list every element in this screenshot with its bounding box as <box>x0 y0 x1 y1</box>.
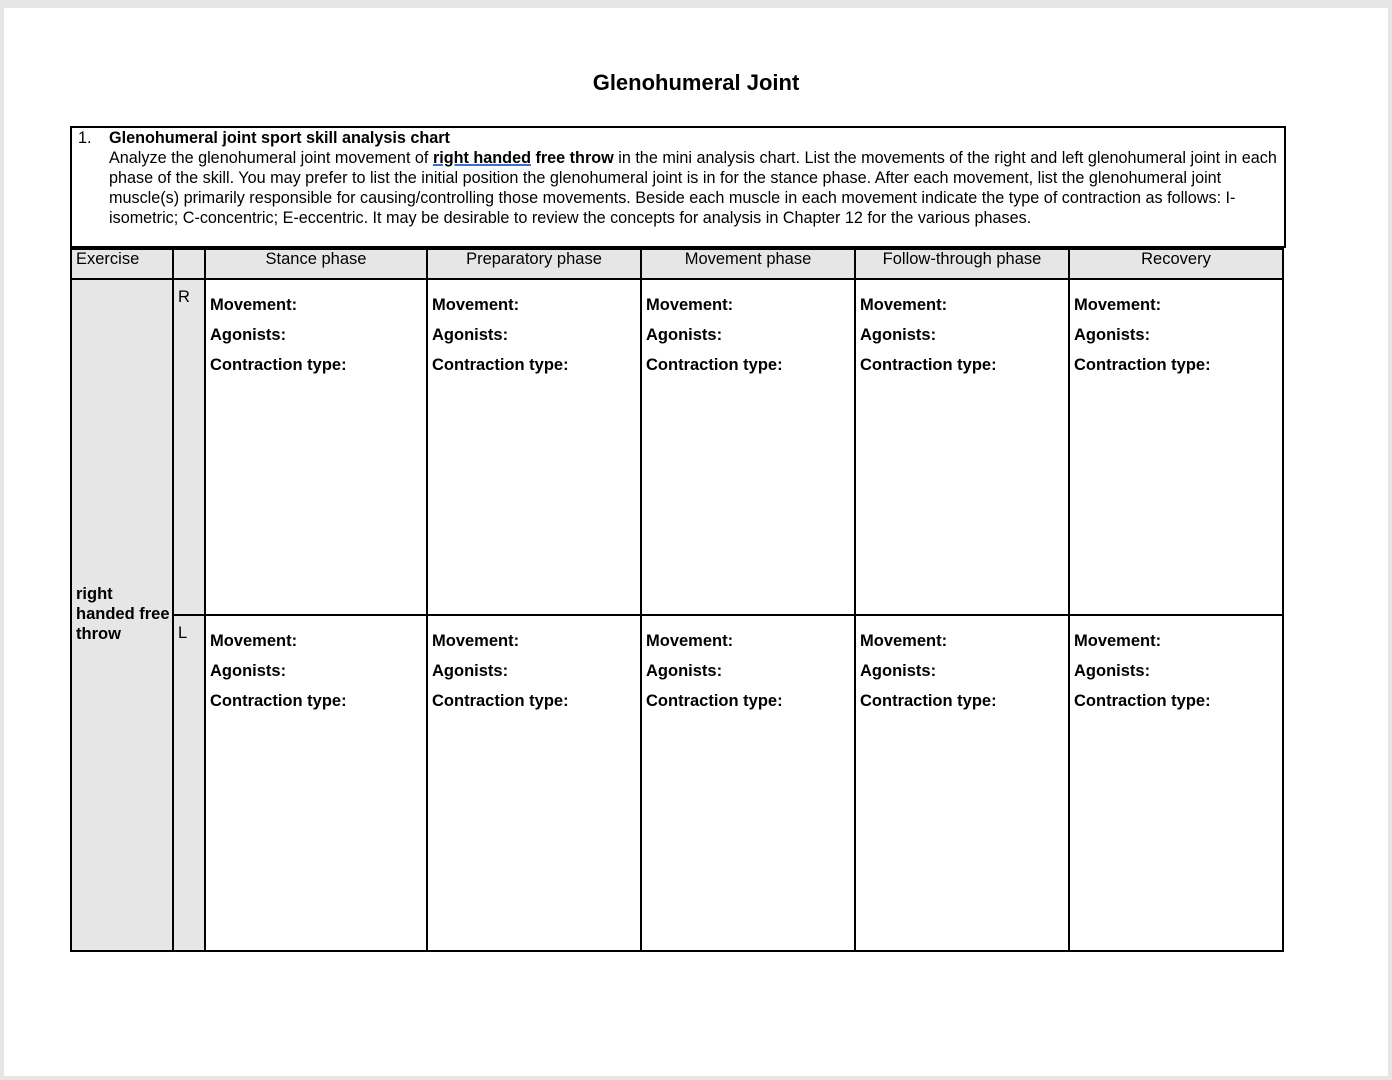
movement-label: Movement: <box>860 296 948 314</box>
contraction-type-label: Contraction type: <box>1074 356 1211 374</box>
header-side <box>173 249 205 279</box>
movement-right-cell[interactable] <box>641 279 855 615</box>
question-heading: Glenohumeral joint sport skill analysis chart <box>109 129 450 147</box>
contraction-type-label: Contraction type: <box>1074 692 1211 710</box>
agonists-label: Agonists: <box>646 326 723 344</box>
header-exercise: Exercise <box>71 249 173 279</box>
contraction-type-label: Contraction type: <box>210 356 347 374</box>
recovery-right-cell[interactable] <box>1069 279 1283 615</box>
stance-right-cell[interactable] <box>205 279 427 615</box>
left-side-row <box>71 615 1283 951</box>
follow-through-right-cell[interactable] <box>855 279 1069 615</box>
contraction-type-label: Contraction type: <box>432 356 569 374</box>
instructions-text-start: Analyze the glenohumeral joint movement of <box>109 149 433 167</box>
side-label-left: L <box>173 615 205 951</box>
movement-label: Movement: <box>1074 632 1162 650</box>
question-number: 1. <box>78 129 92 147</box>
contraction-type-label: Contraction type: <box>210 692 347 710</box>
preparatory-right-cell[interactable] <box>427 279 641 615</box>
movement-label: Movement: <box>860 632 948 650</box>
header-follow-through-phase: Follow-through phase <box>855 249 1069 279</box>
contraction-type-label: Contraction type: <box>432 692 569 710</box>
agonists-label: Agonists: <box>1074 326 1151 344</box>
movement-label: Movement: <box>432 632 520 650</box>
agonists-label: Agonists: <box>646 662 723 680</box>
header-stance-phase: Stance phase <box>205 249 427 279</box>
analysis-chart <box>70 248 1284 952</box>
movement-left-cell[interactable] <box>641 615 855 951</box>
instructions-text-rest: in the mini analysis chart. List the movements of the right and left glenohumeral joint in each phase of the skill. You may prefer to list the initial position the glenohumeral joint is in for the stance phase. After each movement, list the glenohumeral joint muscle(s) primarily responsible for causing/controlling those movements. Beside each muscle in each movement indicate the type of contraction as follows: I-isometric; C-concentric; E-eccentric. It may be desirable to review the concepts for analysis in Chapter 12 for the various phases. <box>109 149 1277 227</box>
movement-label: Movement: <box>210 632 298 650</box>
contraction-type-label: Contraction type: <box>646 356 783 374</box>
header-recovery: Recovery <box>1069 249 1283 279</box>
agonists-label: Agonists: <box>210 326 287 344</box>
contraction-type-label: Contraction type: <box>646 692 783 710</box>
movement-label: Movement: <box>646 296 734 314</box>
exercise-cell <box>71 279 173 951</box>
stance-left-cell[interactable] <box>205 615 427 951</box>
side-label-right: R <box>173 279 205 615</box>
page-title: Glenohumeral Joint <box>592 70 800 95</box>
agonists-label: Agonists: <box>432 326 509 344</box>
follow-through-left-cell[interactable] <box>855 615 1069 951</box>
contraction-type-label: Contraction type: <box>860 356 997 374</box>
recovery-left-cell[interactable] <box>1069 615 1283 951</box>
skill-name: free throw <box>530 149 614 167</box>
exercise-label: right handed free throw <box>76 585 170 643</box>
header-preparatory-phase: Preparatory phase <box>427 249 641 279</box>
chart-header-row <box>71 249 1283 279</box>
agonists-label: Agonists: <box>1074 662 1151 680</box>
header-movement-phase: Movement phase <box>641 249 855 279</box>
movement-label: Movement: <box>432 296 520 314</box>
movement-label: Movement: <box>646 632 734 650</box>
right-side-row <box>71 279 1283 615</box>
question-box <box>70 126 1286 248</box>
agonists-label: Agonists: <box>860 662 937 680</box>
highlighted-skill: right handed <box>432 149 531 167</box>
agonists-label: Agonists: <box>860 326 937 344</box>
movement-label: Movement: <box>210 296 298 314</box>
movement-label: Movement: <box>1074 296 1162 314</box>
contraction-type-label: Contraction type: <box>860 692 997 710</box>
agonists-label: Agonists: <box>432 662 509 680</box>
question-text <box>109 128 1280 228</box>
agonists-label: Agonists: <box>210 662 287 680</box>
preparatory-left-cell[interactable] <box>427 615 641 951</box>
